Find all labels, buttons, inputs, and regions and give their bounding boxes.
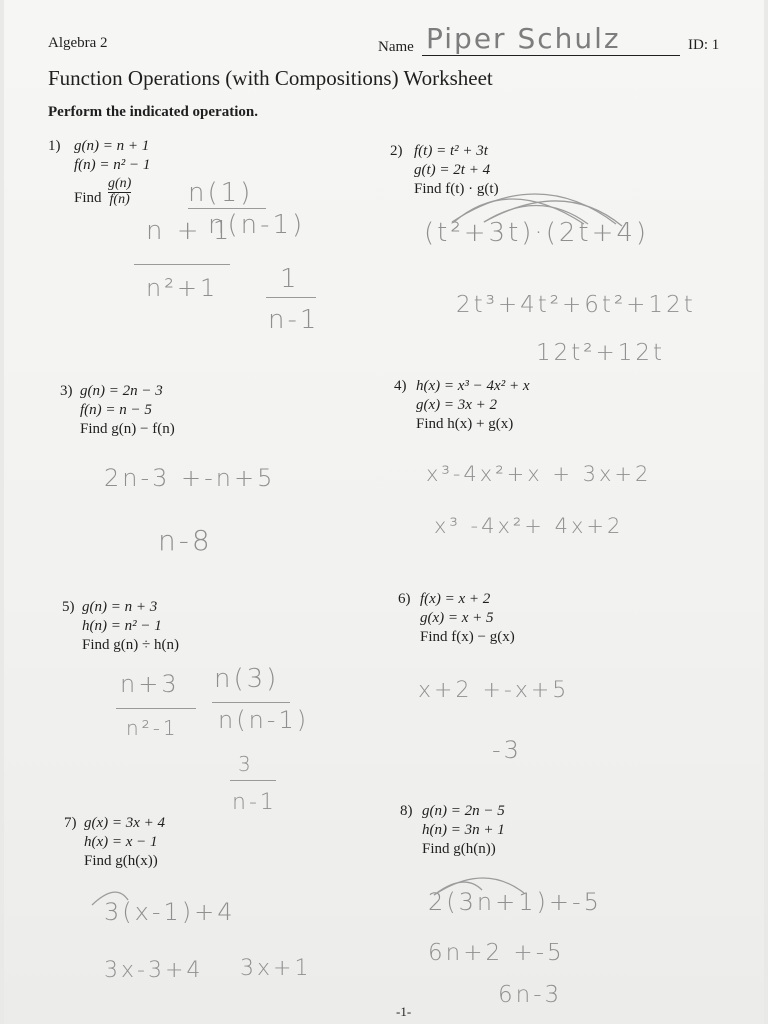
problem-given-1: g(n) = 2n − 3: [80, 383, 163, 399]
work-1-numerator: n + 1: [146, 216, 233, 246]
work-1-result-den: n-1: [268, 305, 320, 335]
work-2-line-1: (t²+3t)·(2t+4): [424, 218, 650, 248]
problem-find: Find h(x) + g(x): [416, 416, 514, 432]
name-label: Name: [378, 39, 414, 55]
problem-given-1: f(x) = x + 2: [420, 591, 491, 607]
problem-given-2: f(n) = n − 5: [80, 402, 152, 418]
work-2-line-2: 2t³+4t²+6t²+12t: [456, 292, 696, 318]
problem-given-1: f(t) = t² + 3t: [414, 143, 488, 159]
problem-number: 5): [62, 599, 75, 615]
problem-given-2: g(x) = 3x + 2: [416, 397, 498, 413]
problem-find-label: Find: [74, 190, 102, 206]
work-5-right-top-bar: [212, 702, 290, 703]
work-3-line-1: 2n-3 +-n+5: [104, 464, 276, 492]
problem-given-1: g(n) = 2n − 5: [422, 803, 505, 819]
work-4-line-2: x³ -4x²+ 4x+2: [434, 514, 624, 538]
problem-find: Find g(h(x)): [84, 853, 158, 869]
problem-given-2: f(n) = n² − 1: [74, 157, 151, 173]
work-6-line-1: x+2 +-x+5: [418, 678, 570, 703]
work-5-frac-bar: [116, 708, 196, 709]
problem-given-2: h(n) = 3n + 1: [422, 822, 505, 838]
problem-find: Find f(x) − g(x): [420, 629, 515, 645]
student-id: ID: 1: [688, 37, 720, 53]
fraction-denominator: f(n): [109, 191, 130, 207]
name-underline: [422, 55, 680, 56]
problem-given-2: g(x) = x + 5: [420, 610, 494, 626]
work-2-line-3: 12t²+12t: [536, 340, 666, 366]
student-name: Piper Schulz: [426, 22, 621, 55]
work-3-line-2: n-8: [158, 524, 213, 557]
work-7-line-3: 3x+1: [240, 956, 312, 981]
work-1-result-bar: [266, 297, 316, 298]
problem-find: Find g(n) − f(n): [80, 421, 175, 437]
problem-given-2: g(t) = 2t + 4: [414, 162, 491, 178]
work-5-right-mid: n(n-1): [218, 706, 310, 734]
problem-number: 7): [64, 815, 77, 831]
work-5-frac-num: n+3: [120, 670, 180, 698]
problem-number: 6): [398, 591, 411, 607]
problem-find-fraction: [108, 177, 131, 207]
work-1-factored: n(n-1): [208, 210, 306, 240]
page-number: -1-: [396, 1004, 412, 1019]
page-title: Function Operations (with Compositions) Worksheet: [48, 66, 493, 90]
work-5-right-den: n-1: [232, 790, 277, 815]
work-5-right-num: 3: [238, 752, 254, 776]
problem-number: 8): [400, 803, 413, 819]
problem-given-2: h(x) = x − 1: [84, 834, 158, 850]
work-6-line-2: -3: [492, 736, 522, 764]
work-1-result-num: 1: [280, 264, 300, 294]
work-5-right-bar: [230, 780, 276, 781]
work-7-line-2: 3x-3+4: [104, 958, 204, 983]
problem-number: 2): [390, 143, 403, 159]
work-8-line-1: 2(3n+1)+-5: [428, 888, 602, 916]
instructions: Perform the indicated operation.: [48, 104, 258, 120]
problem-find: Find g(n) ÷ h(n): [82, 637, 179, 653]
fraction-numerator: g(n): [108, 176, 132, 191]
course-label: Algebra 2: [48, 35, 108, 51]
work-1-denominator: n²+1: [146, 274, 219, 302]
problem-given-2: h(n) = n² − 1: [82, 618, 162, 634]
problem-given-1: h(x) = x³ − 4x² + x: [416, 378, 530, 394]
problem-given-1: g(n) = n + 3: [82, 599, 158, 615]
work-4-line-1: x³-4x²+x + 3x+2: [426, 462, 652, 486]
work-5-right-top: n(3): [214, 664, 280, 694]
problem-given-1: g(x) = 3x + 4: [84, 815, 166, 831]
problem-number: 1): [48, 138, 61, 154]
work-5-frac-den: n²-1: [126, 716, 179, 740]
work-1-fraction-bar: [134, 264, 230, 265]
worksheet-page: [4, 0, 764, 1024]
problem-find: Find f(t) · g(t): [414, 181, 499, 197]
problem-find: Find g(h(n)): [422, 841, 496, 857]
problem-given-1: g(n) = n + 1: [74, 138, 150, 154]
work-8-line-3: 6n-3: [498, 982, 563, 1008]
problem-number: 3): [60, 383, 73, 399]
problem-number: 4): [394, 378, 407, 394]
work-7-line-1: 3(x-1)+4: [104, 898, 236, 926]
work-8-line-2: 6n+2 +-5: [428, 940, 565, 966]
work-1-top: n(1): [188, 178, 254, 208]
